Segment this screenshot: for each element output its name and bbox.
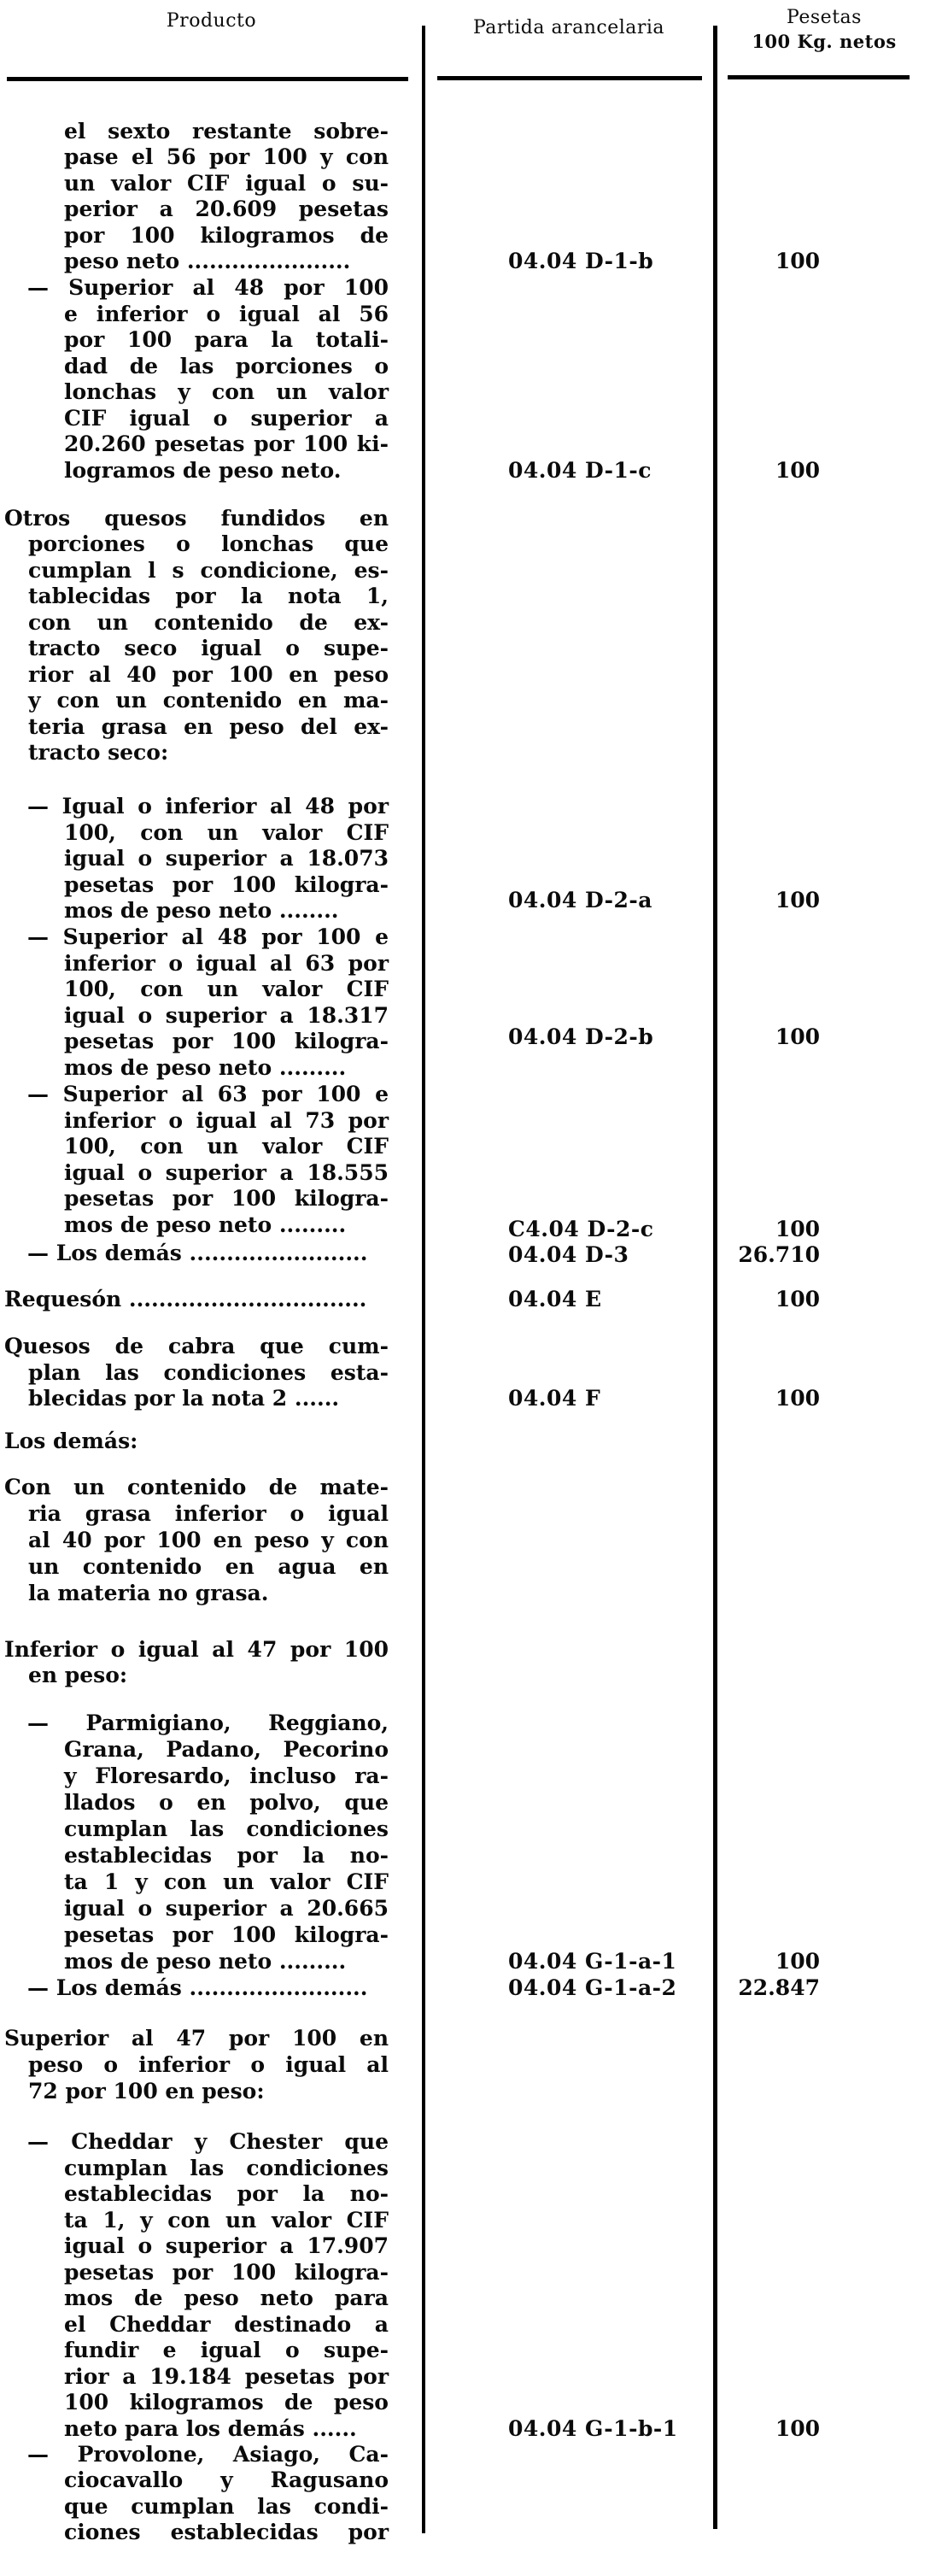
product-line: logramos de peso neto. <box>64 458 342 483</box>
product-line: mos de peso neto ......... <box>64 1949 347 1974</box>
product-line: el Cheddar destinado a <box>64 2312 389 2337</box>
duty-value: 26.710 <box>738 1242 820 1267</box>
tariff-code: 04.04 G-1-a-2 <box>508 1975 677 2000</box>
product-line: 100, con un valor CIF <box>64 1134 389 1159</box>
product-line: 100 kilogramos de peso <box>64 2390 389 2415</box>
tariff-code: 04.04 D-1-c <box>508 458 652 483</box>
product-line: tracto seco: <box>28 740 169 765</box>
product-line: establecidas por la no- <box>64 2181 389 2206</box>
column-header-partida-arancelaria: Partida arancelaria <box>472 17 665 38</box>
tariff-code: C4.04 D-2-c <box>508 1217 654 1241</box>
column-divider-left <box>422 26 425 2533</box>
product-line: al 40 por 100 en peso y con <box>28 1528 389 1552</box>
column-header-pesetas: Pesetas <box>787 7 862 28</box>
duty-value: 100 <box>775 1287 820 1311</box>
product-line: 100, con un valor CIF <box>64 820 389 845</box>
product-line: un valor CIF igual o su- <box>64 171 389 196</box>
product-line: igual o superior a 18.317 <box>64 1003 389 1028</box>
product-line: blecidas por la nota 2 ...... <box>28 1386 340 1411</box>
product-line: cumplan l s condicione, es- <box>28 558 389 583</box>
product-line: — Los demás ........................ <box>27 1241 368 1265</box>
product-line: rior al 40 por 100 en peso <box>28 662 389 687</box>
duty-value: 100 <box>775 1949 820 1974</box>
product-line: inferior o igual al 63 por <box>64 951 389 976</box>
product-line: pase el 56 por 100 y con <box>64 144 389 169</box>
product-line: Superior al 47 por 100 en <box>4 2026 389 2051</box>
product-line: que cumplan las condi- <box>64 2494 389 2519</box>
product-line: pesetas por 100 kilogra- <box>64 1922 389 1947</box>
product-line: un contenido en agua en <box>28 1554 389 1579</box>
product-line: perior a 20.609 pesetas <box>64 197 389 221</box>
duty-value: 100 <box>775 249 820 273</box>
tariff-code: 04.04 E <box>508 1287 602 1311</box>
product-line: 72 por 100 en peso: <box>28 2079 265 2104</box>
tariff-code: 04.04 F <box>508 1386 601 1411</box>
product-line: tracto seco igual o supe- <box>28 636 389 660</box>
product-line: Otros quesos fundidos en <box>4 506 389 531</box>
product-line: cumplan las condiciones <box>64 1816 389 1841</box>
product-line: porciones o lonchas que <box>28 531 389 556</box>
product-line: con un contenido de ex- <box>28 610 389 635</box>
product-line: — Cheddar y Chester que <box>27 2129 389 2154</box>
product-line: fundir e igual o supe- <box>64 2338 389 2362</box>
product-line: pesetas por 100 kilogra- <box>64 1186 389 1211</box>
tariff-code: 04.04 G-1-b-1 <box>508 2416 678 2441</box>
product-line: ciocavallo y Ragusano <box>64 2467 389 2492</box>
product-line: 100, con un valor CIF <box>64 977 389 1001</box>
product-line: Los demás: <box>4 1429 138 1453</box>
product-line: igual o superior a 20.665 <box>64 1896 389 1921</box>
header-underline-partida <box>437 76 702 80</box>
product-line: por 100 para la totali- <box>64 327 389 352</box>
product-line: rior a 19.184 pesetas por <box>64 2364 389 2389</box>
product-line: 20.260 pesetas por 100 ki- <box>64 431 389 456</box>
product-line: y Floresardo, incluso ra- <box>64 1763 389 1788</box>
product-line: — Los demás ........................ <box>27 1975 368 2000</box>
column-header-pesetas-unit: 100 Kg. netos <box>752 31 897 52</box>
product-line: teria grasa en peso del ex- <box>28 714 389 739</box>
product-line: la materia no grasa. <box>28 1581 269 1605</box>
duty-value: 100 <box>775 1217 820 1241</box>
product-line: pesetas por 100 kilogra- <box>64 872 389 897</box>
header-underline-pesetas <box>728 75 910 79</box>
product-line: Con un contenido de mate- <box>4 1475 389 1499</box>
product-line: inferior o igual al 73 por <box>64 1108 389 1133</box>
header-underline-producto <box>7 77 408 81</box>
product-line: igual o superior a 18.555 <box>64 1160 389 1185</box>
product-line: pesetas por 100 kilogra- <box>64 2260 389 2285</box>
product-line: mos de peso neto ........ <box>64 898 339 923</box>
product-line: ta 1 y con un valor CIF <box>64 1869 389 1894</box>
product-line: cumplan las condiciones <box>64 2156 389 2180</box>
duty-value: 100 <box>775 1386 820 1411</box>
product-line: mos de peso neto para <box>64 2286 389 2310</box>
duty-value: 100 <box>775 2416 820 2441</box>
product-line: Inferior o igual al 47 por 100 <box>4 1637 389 1662</box>
product-line: ria grasa inferior o igual <box>28 1501 389 1526</box>
product-line: mos de peso neto ......... <box>64 1055 347 1080</box>
duty-value: 100 <box>775 1024 820 1049</box>
duty-value: 22.847 <box>738 1975 820 2000</box>
column-divider-right <box>713 26 717 2529</box>
product-line: igual o superior a 18.073 <box>64 846 389 871</box>
tariff-code: 04.04 G-1-a-1 <box>508 1949 677 1974</box>
product-line: Requesón ................................ <box>4 1287 367 1311</box>
product-line: plan las condiciones esta- <box>28 1360 389 1385</box>
product-line: Quesos de cabra que cum- <box>4 1334 389 1358</box>
product-line: ta 1, y con un valor CIF <box>64 2208 389 2233</box>
product-line: e inferior o igual al 56 <box>64 302 389 326</box>
product-line: y con un contenido en ma- <box>28 688 389 713</box>
product-line: peso neto ...................... <box>64 249 351 273</box>
tariff-code: 04.04 D-1-b <box>508 249 654 273</box>
product-line: en peso: <box>28 1663 128 1687</box>
duty-value: 100 <box>775 458 820 483</box>
tariff-code: 04.04 D-2-b <box>508 1024 654 1049</box>
tariff-code: 04.04 D-2-a <box>508 888 652 912</box>
product-line: ciones establecidas por <box>64 2520 389 2544</box>
product-line: mos de peso neto ......... <box>64 1212 347 1237</box>
product-line: llados o en polvo, que <box>64 1790 389 1815</box>
product-line: — Parmigiano, Reggiano, <box>27 1710 389 1735</box>
product-line: — Superior al 48 por 100 e <box>27 924 389 949</box>
product-line: — Superior al 63 por 100 e <box>27 1082 389 1106</box>
product-line: dad de las porciones o <box>64 354 389 378</box>
product-line: CIF igual o superior a <box>64 406 389 431</box>
product-line: neto para los demás ...... <box>64 2416 357 2441</box>
column-header-producto: Producto <box>166 10 257 32</box>
product-line: igual o superior a 17.907 <box>64 2233 389 2258</box>
product-line: — Provolone, Asiago, Ca- <box>27 2442 389 2467</box>
product-line: tablecidas por la nota 1, <box>28 584 389 608</box>
product-line: el sexto restante sobre- <box>64 119 389 144</box>
product-line: por 100 kilogramos de <box>64 223 389 248</box>
product-line: pesetas por 100 kilogra- <box>64 1029 389 1053</box>
tariff-code: 04.04 D-3 <box>508 1242 629 1267</box>
duty-value: 100 <box>775 888 820 912</box>
product-line: establecidas por la no- <box>64 1843 389 1868</box>
product-line: — Igual o inferior al 48 por <box>27 794 389 819</box>
product-line: peso o inferior o igual al <box>28 2052 389 2077</box>
product-line: — Superior al 48 por 100 <box>27 275 389 300</box>
product-line: lonchas y con un valor <box>64 379 389 404</box>
product-line: Grana, Padano, Pecorino <box>64 1737 389 1762</box>
